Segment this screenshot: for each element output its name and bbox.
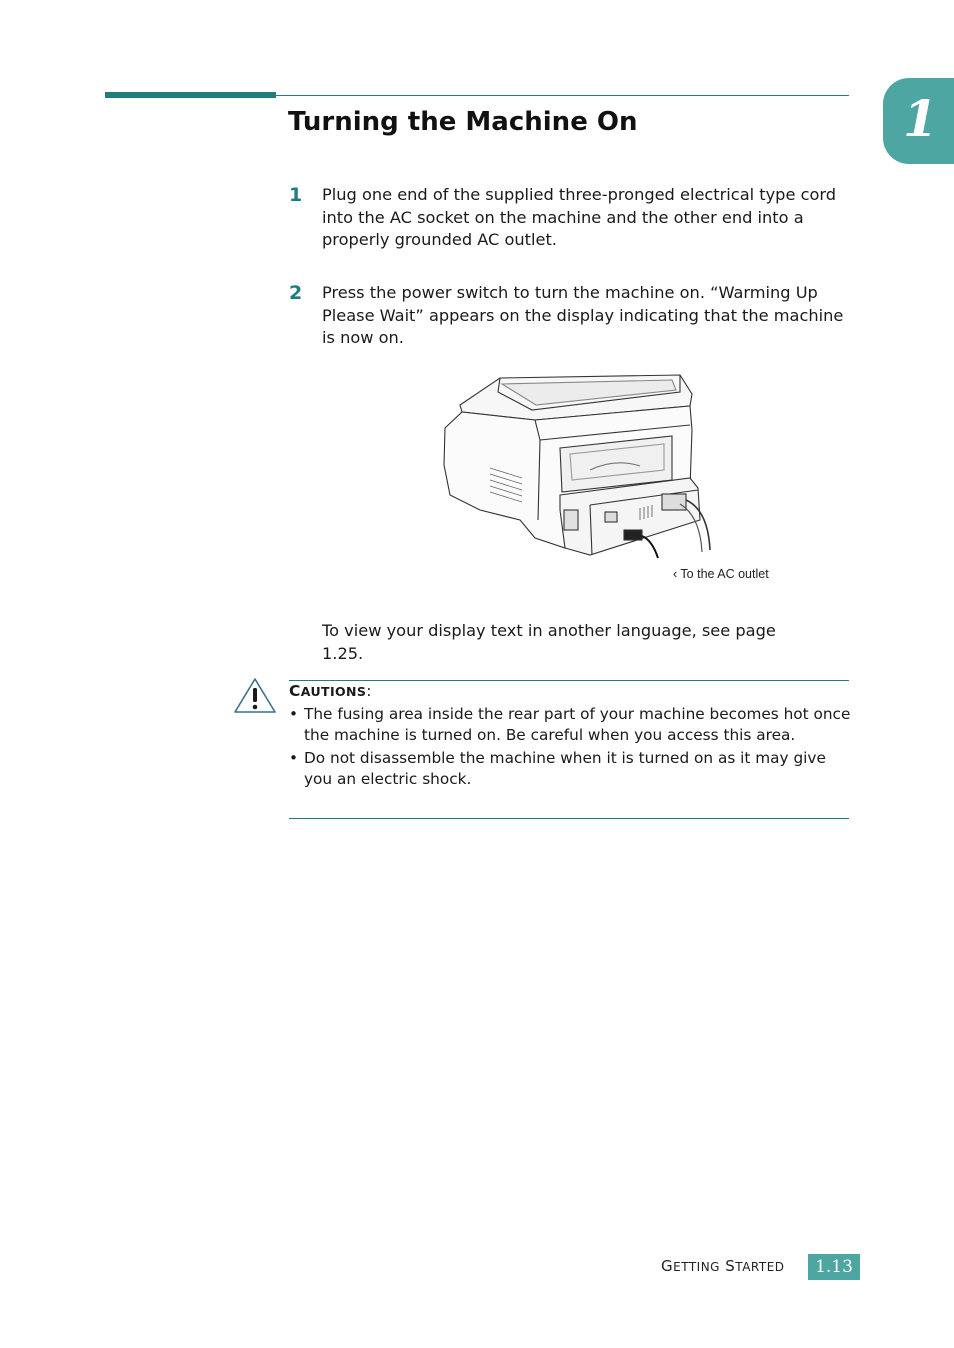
page-title: Turning the Machine On bbox=[288, 107, 638, 137]
header-rule-thin bbox=[276, 95, 849, 96]
machine-rear-illustration bbox=[440, 370, 730, 570]
figure-caption: ‹ To the AC outlet bbox=[673, 567, 769, 581]
page-number: 1.13 bbox=[808, 1254, 860, 1280]
footer-section-title: GETTING STARTED bbox=[661, 1257, 785, 1275]
step-1-text: Plug one end of the supplied three-pronged electrical type cord into the AC socket on the machine and the other end into a properly grounded AC outlet. bbox=[322, 185, 837, 249]
caution-icon bbox=[232, 676, 278, 716]
list-item: • The fusing area inside the rear part of your machine becomes hot once the machine is turned on. Be careful when you access this area. bbox=[289, 705, 851, 744]
cautions-heading-rest: AUTIONS bbox=[300, 684, 367, 699]
caution-top-rule bbox=[289, 680, 849, 681]
cautions-heading-cap: C bbox=[289, 682, 301, 700]
figure-caption-text: To the AC outlet bbox=[680, 567, 769, 581]
step-2-text: Press the power switch to turn the machine on. “Warming Up Please Wait” appears on the display indicating that the machine is now on. bbox=[322, 283, 844, 347]
cautions-heading-colon: : bbox=[366, 682, 372, 700]
header-rule-thick bbox=[105, 92, 276, 98]
caution-bottom-rule bbox=[289, 818, 849, 819]
caution-item-text: The fusing area inside the rear part of your machine becomes hot once the machine is turned on. Be careful when you access this area. bbox=[304, 705, 851, 744]
cautions-heading bbox=[289, 682, 372, 700]
list-item: • Do not disassemble the machine when it is turned on as it may give you an electric shock. bbox=[289, 749, 826, 788]
language-note: To view your display text in another language, see page 1.25. bbox=[322, 621, 776, 663]
cautions-list bbox=[289, 704, 851, 792]
chapter-number: 1 bbox=[903, 89, 938, 148]
step-2-number: 2 bbox=[289, 282, 303, 304]
caution-item-text: Do not disassemble the machine when it is turned on as it may give you an electric shock. bbox=[304, 749, 826, 788]
step-1-number: 1 bbox=[289, 184, 303, 206]
